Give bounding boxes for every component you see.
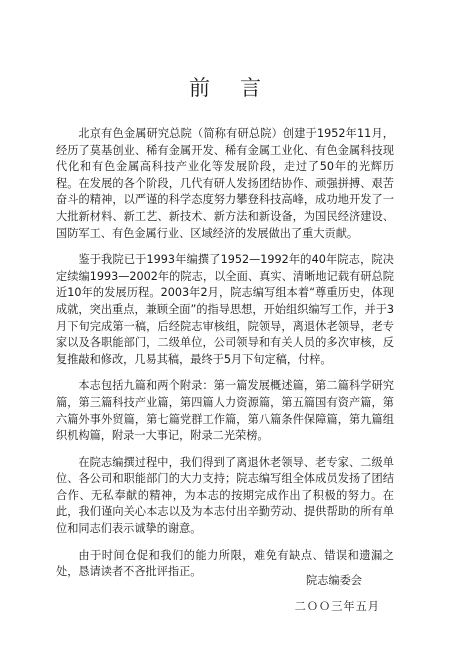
page-title: 前言 — [189, 76, 291, 100]
document-body — [56, 126, 394, 591]
signature-organization: 院志编委会 — [306, 574, 362, 587]
signature-date: 二ＯＯ三年五月 — [294, 600, 380, 613]
paragraph-compilation: 鉴于我院已于1993年编撰了1952—1992年的40年院志，院决定续编1993—2002年的院志，以全面、真实、清晰地记载有研总院近10年的发展历程。2003年2月，院志编写组本着“尊重历史，体现成就，突出重点，兼顾全面”的指导思想，开始组织编写工作，并于3月下旬完成第一稿，后经院志审核组，院领导，离退休老领导，老专家以及各职能部门，二级单位，公司领导和有关人员的多次审核，反复推敲和修改，几易其稿，最终于5月下旬定稿，付梓。 — [56, 253, 394, 366]
paragraph-apology: 由于时间仓促和我们的能力所限，难免有缺点、错误和遗漏之处，恳请读者不吝批评指正。 — [56, 548, 394, 579]
paragraph-history: 北京有色金属研究总院（简称有研总院）创建于1952年11月，经历了莫基创业、稀有金属开发、稀有金属工业化、有色金属科技现代化和有色金属高科技产业化等发展阶段，走过了50年的光辉历程。在发展的各个阶段，几代有研人发扬团结协作、顽强拼搏、艰苦奋斗的精神，以严谨的科学态度努力攀登科技高峰，成功地开发了一大批新材料、新工艺、新技术、新方法和新设备，为国民经济建设、国防军工、有色金属行业、区域经济的发展做出了重大贡献。 — [56, 127, 394, 240]
paragraph-acknowledgement: 在院志编撰过程中，我们得到了离退休老领导、老专家、二级单位、各公司和职能部门的大力支持；院志编写组全体成员发扬了团结合作、无私奉献的精神，为本志的按期完成作出了积极的努力。在此，我们谨向关心本志以及为本志付出辛勤劳动、提供帮助的所有单位和同志们表示诚挚的谢意。 — [56, 455, 394, 536]
paragraph-contents: 本志包括九篇和两个附录：第一篇发展概述篇，第二篇科学研究篇，第三篇科技产业篇，第四篇人力资源篇，第五篇国有资产篇，第六篇外事外贸篇，第七篇党群工作篇，第八篇条件保障篇，第九篇组织机构篇，附录一大事记，附录二光荣榜。 — [56, 379, 394, 443]
